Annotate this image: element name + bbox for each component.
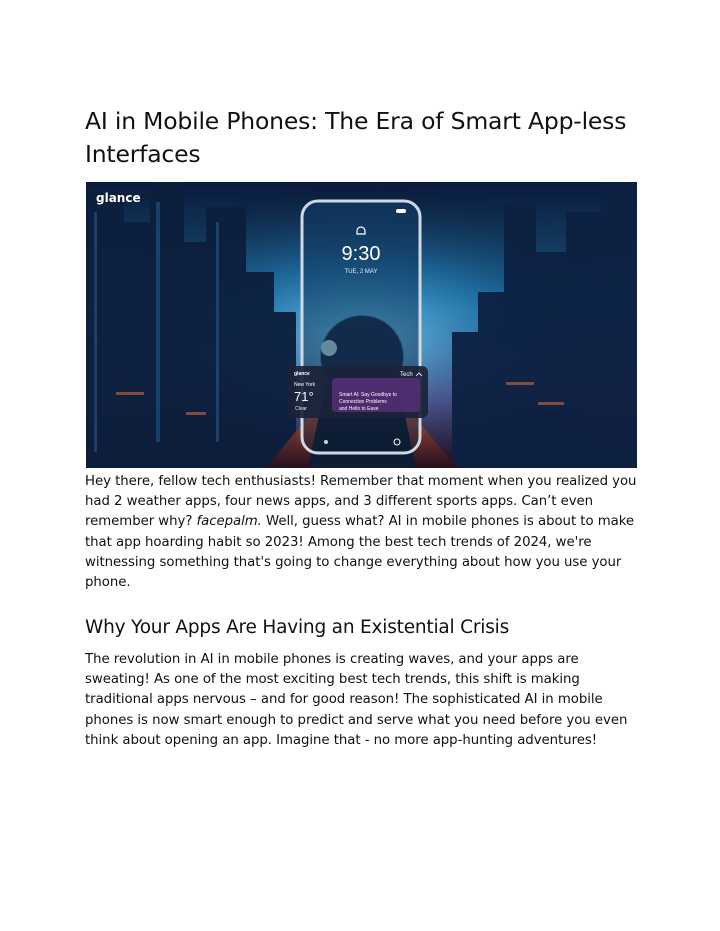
- widget-brand: glance: [294, 371, 310, 377]
- intro-text-continued: Well, guess what? AI in mobile phones is about to make that app hoarding habit so 2023! Among the best tech trends of 2024, we're witnessing something that's going to change everything about how you use your phone.: [85, 514, 635, 591]
- widget-condition: Clear: [295, 406, 307, 412]
- flashlight-icon: [324, 440, 328, 444]
- widget-headline-3: and Hello to Ease: [339, 406, 379, 412]
- widget-temperature: 71°: [294, 389, 314, 404]
- widget-headline-1: Smart AI: Say Goodbye to: [339, 392, 397, 398]
- brand-logo: glance: [96, 191, 141, 205]
- section-paragraph: The revolution in AI in mobile phones is creating waves, and your apps are sweating! As one of the most exciting best tech trends, this shift is making traditional apps nervous – and for good reason! The sophisticated AI in mobile phones is now smart enough to predict and serve what you need before you even think about opening an app. Imagine that - no more app-hunting adventures!: [85, 652, 628, 748]
- widget-headline-2: Connection Problems: [339, 399, 387, 405]
- hero-illustration: [86, 182, 637, 468]
- lock-date: TUE, 2 MAY: [344, 269, 378, 275]
- section-heading: Why Your Apps Are Having an Existential Crisis: [85, 617, 510, 638]
- intro-paragraph: [85, 472, 645, 593]
- intro-text: Hey there, fellow tech enthusiasts! Remember that moment when you realized you had 2 weather apps, four news apps, and 3 different sports apps. Can’t even remember why?: [85, 474, 637, 530]
- widget-tag: Tech: [400, 372, 413, 378]
- hero-image: [86, 182, 637, 468]
- widget-city: New York: [294, 382, 316, 388]
- article-title: AI in Mobile Phones: The Era of Smart App-less Interfaces: [85, 107, 627, 168]
- lock-time: 9:30: [341, 243, 381, 265]
- intro-emphasis: facepalm.: [196, 514, 262, 530]
